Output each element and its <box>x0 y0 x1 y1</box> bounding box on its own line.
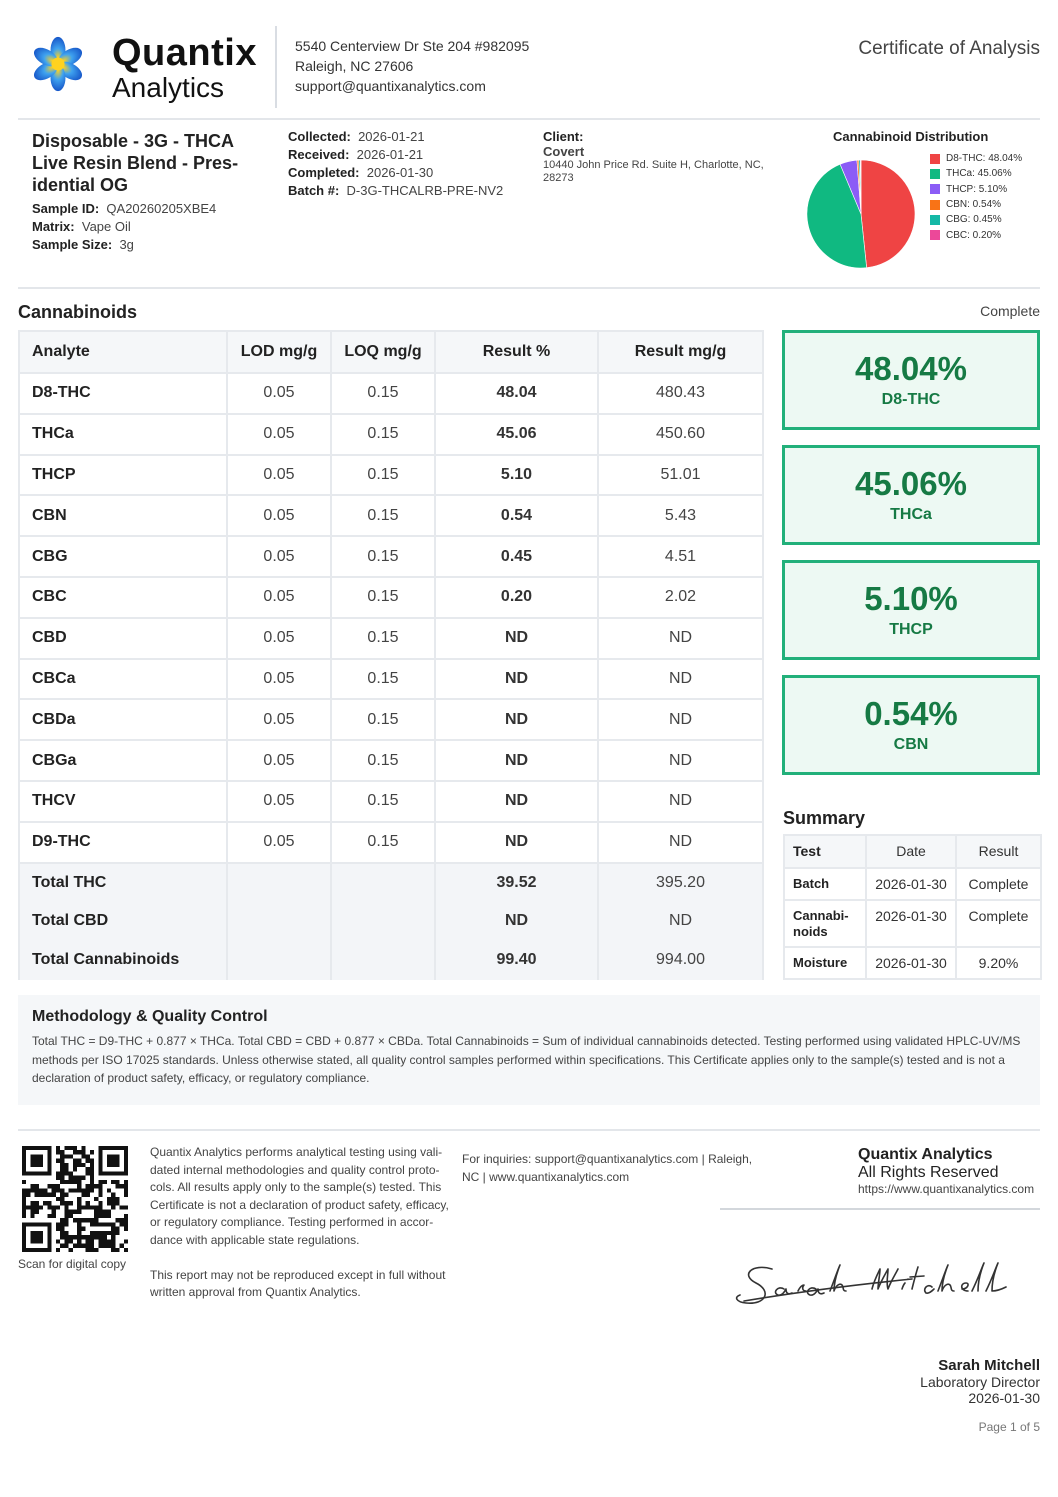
matrix-label: Matrix: <box>32 219 75 234</box>
header <box>18 26 1040 110</box>
logo-subtitle: Analytics <box>112 72 225 103</box>
lod-value: 0.05 <box>227 577 331 618</box>
column-header: Analyte <box>19 331 227 373</box>
highlight-card <box>782 445 1040 545</box>
highlight-name: THCP <box>889 621 933 638</box>
company-name: Quantix Analytics <box>858 1146 993 1163</box>
result-mg: 450.60 <box>598 414 763 455</box>
highlight-card <box>782 560 1040 660</box>
table-row <box>784 900 1041 947</box>
pie-slice <box>861 160 915 268</box>
loq-value: 0.15 <box>331 781 435 822</box>
legend-swatch <box>930 184 940 194</box>
disclaimer <box>150 1144 460 1302</box>
result-percent: 99.40 <box>435 941 598 980</box>
qr-code-icon[interactable] <box>22 1146 128 1252</box>
summary-table <box>783 834 1042 980</box>
table-row <box>19 495 763 536</box>
sample-id-label: Sample ID: <box>32 201 100 216</box>
sample-size-value: 3g <box>119 237 134 252</box>
analyte-name: CBCa <box>19 659 227 700</box>
legend-item <box>930 182 1022 197</box>
result-percent: 45.06 <box>435 414 598 455</box>
batch-label: Batch #: <box>288 183 340 198</box>
result-percent: ND <box>435 618 598 659</box>
result-mg: ND <box>598 781 763 822</box>
loq-value: 0.15 <box>331 659 435 700</box>
loq-value: 0.15 <box>331 577 435 618</box>
table-row <box>19 740 763 781</box>
legend-item <box>930 166 1022 181</box>
highlight-percent: 45.06% <box>855 465 967 502</box>
cannabinoid-pie-chart <box>805 158 917 270</box>
summary-test: Cannabi- noids <box>784 900 866 947</box>
summary-date: 2026-01-30 <box>866 868 956 900</box>
disclaimer-text: Quantix Analytics performs analytical testing using vali- dated internal methodologies and quality control proto- cols. All results apply only to the sample(s) tested. This Certificate is not a declaration of product safety, efficacy, or regulatory compliance. Testing performed in accor- dance with applicable state regulations. <box>150 1145 449 1247</box>
methodology-text: Total THC = D9-THC + 0.877 × THCa. Total CBD = CBD + 0.877 × CBDa. Total Cannabinoids = Sum of individual cannabinoids detected. Testing performed using validated HPLC-UV/MS methods per ISO 17025 standards. Unless otherwise stated, all quality control samples performed within specifications. This Certificate applies only to the sample(s) tested and is not a declaration of product safety, efficacy, or regulatory compliance. <box>32 1034 1021 1085</box>
flower-logo-icon <box>30 36 86 92</box>
highlight-name: THCa <box>890 506 932 523</box>
summary-test: Moisture <box>784 947 866 979</box>
handwritten-signature <box>732 1255 1032 1313</box>
result-percent: ND <box>435 659 598 700</box>
lod-value <box>227 941 331 980</box>
sample-name: Disposable - 3G - THCA Live Resin Blend - Pres- idential OG <box>32 131 239 195</box>
lod-value: 0.05 <box>227 455 331 496</box>
highlight-card <box>782 675 1040 775</box>
table-row <box>19 781 763 822</box>
lod-value <box>227 902 331 941</box>
highlight-percent: 5.10% <box>864 580 958 617</box>
sample-details <box>32 200 216 254</box>
collected-date: 2026-01-21 <box>358 129 425 144</box>
table-row <box>784 947 1041 979</box>
signer-title: Laboratory Director <box>920 1374 1040 1390</box>
legend-item <box>930 151 1022 166</box>
company-url-link[interactable]: https://www.quantixanalytics.com <box>858 1182 1035 1196</box>
result-percent: 0.45 <box>435 536 598 577</box>
analyte-name: D9-THC <box>19 822 227 863</box>
loq-value: 0.15 <box>331 618 435 659</box>
received-label: Received: <box>288 147 350 162</box>
highlight-card <box>782 330 1040 430</box>
analyte-name: THCP <box>19 455 227 496</box>
analyte-name: Total CBD <box>19 902 227 941</box>
lod-value: 0.05 <box>227 659 331 700</box>
total-row <box>19 902 763 941</box>
inquiries-text: For inquiries: support@quantixanalytics.com | Raleigh, NC | www.quantixanalytics.com <box>462 1152 753 1184</box>
column-header: LOQ mg/g <box>331 331 435 373</box>
result-mg: 5.43 <box>598 495 763 536</box>
completed-label: Completed: <box>288 165 360 180</box>
analyte-name: CBG <box>19 536 227 577</box>
loq-value: 0.15 <box>331 495 435 536</box>
result-percent: 48.04 <box>435 373 598 414</box>
table-header-row <box>784 835 1041 868</box>
table-row <box>19 455 763 496</box>
loq-value <box>331 863 435 902</box>
sample-dates <box>288 128 503 200</box>
lod-value: 0.05 <box>227 740 331 781</box>
summary-result: Complete <box>956 868 1041 900</box>
lod-value: 0.05 <box>227 495 331 536</box>
table-row <box>19 822 763 863</box>
signature-line <box>720 1208 1040 1210</box>
table-row <box>19 577 763 618</box>
divider <box>18 1129 1040 1131</box>
matrix-value: Vape Oil <box>81 219 131 234</box>
table-row <box>19 373 763 414</box>
loq-value: 0.15 <box>331 536 435 577</box>
loq-value: 0.15 <box>331 455 435 496</box>
result-percent: ND <box>435 781 598 822</box>
legend-label: CBC: 0.20% <box>946 229 1002 241</box>
summary-test: Batch <box>784 868 866 900</box>
summary-result: Complete <box>956 900 1041 947</box>
result-percent: ND <box>435 740 598 781</box>
summary-date: 2026-01-30 <box>866 900 956 947</box>
result-percent: 5.10 <box>435 455 598 496</box>
reproduction-notice: This report may not be reproduced except in full without written approval from Quantix Analytics. <box>150 1267 446 1300</box>
legend-swatch <box>930 154 940 164</box>
legend-swatch <box>930 200 940 210</box>
table-row <box>19 536 763 577</box>
legend-swatch <box>930 230 940 240</box>
lod-value: 0.05 <box>227 822 331 863</box>
result-mg: ND <box>598 659 763 700</box>
collected-label: Collected: <box>288 129 351 144</box>
loq-value <box>331 902 435 941</box>
address-line: Raleigh, NC 27606 <box>295 58 414 74</box>
legend-label: D8-THC: 48.04% <box>946 153 1023 165</box>
table-row <box>19 618 763 659</box>
loq-value: 0.15 <box>331 414 435 455</box>
loq-value <box>331 941 435 980</box>
column-header: Date <box>866 835 956 868</box>
analyte-name: THCa <box>19 414 227 455</box>
column-header: Test <box>784 835 866 868</box>
legend-swatch <box>930 215 940 225</box>
analyte-name: CBDa <box>19 699 227 740</box>
analyte-name: CBC <box>19 577 227 618</box>
methodology-section <box>18 995 1040 1105</box>
client-name: Covert <box>543 144 585 159</box>
analyte-name: Total Cannabinoids <box>19 941 227 980</box>
result-mg: 480.43 <box>598 373 763 414</box>
divider <box>18 118 1040 120</box>
legend-label: CBN: 0.54% <box>946 199 1002 211</box>
address-line: 5540 Centerview Dr Ste 204 #982095 <box>295 38 530 54</box>
footer-company <box>858 1146 1040 1196</box>
legend-item <box>930 227 1022 242</box>
lod-value: 0.05 <box>227 781 331 822</box>
legend-label: THCP: 5.10% <box>946 183 1008 195</box>
legend-swatch <box>930 169 940 179</box>
legend-label: THCa: 45.06% <box>946 168 1012 180</box>
result-mg: 2.02 <box>598 577 763 618</box>
analyte-name: Total THC <box>19 863 227 902</box>
rights-text: All Rights Reserved <box>858 1164 999 1181</box>
client-label: Client: <box>543 129 584 144</box>
column-header: Result <box>956 835 1041 868</box>
sample-id: QA20260205XBE4 <box>106 201 217 216</box>
client-address: 10440 John Price Rd. Suite H, Charlotte, NC, 28273 <box>543 159 764 184</box>
summary-result: 9.20% <box>956 947 1041 979</box>
cannabinoids-title: Cannabinoids <box>18 302 138 322</box>
result-percent: 39.52 <box>435 863 598 902</box>
highlight-percent: 48.04% <box>855 350 967 387</box>
loq-value: 0.15 <box>331 822 435 863</box>
column-header: Result mg/g <box>598 331 763 373</box>
result-mg: 994.00 <box>598 941 763 980</box>
table-header-row <box>19 331 763 373</box>
summary-title: Summary <box>783 808 866 828</box>
table-row <box>784 868 1041 900</box>
highlight-name: CBN <box>893 736 929 753</box>
lod-value: 0.05 <box>227 618 331 659</box>
lod-value: 0.05 <box>227 414 331 455</box>
completed-date: 2026-01-30 <box>366 165 434 180</box>
sign-date: 2026-01-30 <box>968 1390 1040 1406</box>
document-title: Certificate of Analysis <box>858 38 1040 59</box>
legend-label: CBG: 0.45% <box>946 214 1002 226</box>
support-email-link[interactable]: support@quantixanalytics.com <box>295 78 486 94</box>
result-percent: ND <box>435 822 598 863</box>
analyte-name: CBGa <box>19 740 227 781</box>
table-row <box>19 659 763 700</box>
received-date: 2026-01-21 <box>356 147 424 162</box>
signer-name: Sarah Mitchell <box>938 1357 1040 1374</box>
lod-value: 0.05 <box>227 536 331 577</box>
column-header: Result % <box>435 331 598 373</box>
result-mg: ND <box>598 822 763 863</box>
summary-date: 2026-01-30 <box>866 947 956 979</box>
cannabinoids-table <box>18 330 764 980</box>
header-divider <box>275 26 277 108</box>
highlight-name: D8-THC <box>881 391 941 408</box>
analyte-name: THCV <box>19 781 227 822</box>
lod-value: 0.05 <box>227 699 331 740</box>
signer-block <box>920 1357 1040 1406</box>
sample-size-label: Sample Size: <box>32 237 113 252</box>
batch-number: D-3G-THCALRB-PRE-NV2 <box>346 183 504 198</box>
divider <box>18 287 1040 289</box>
result-percent: 0.54 <box>435 495 598 536</box>
loq-value: 0.15 <box>331 740 435 781</box>
result-percent: ND <box>435 902 598 941</box>
total-row <box>19 863 763 902</box>
lod-value <box>227 863 331 902</box>
legend-item <box>930 197 1022 212</box>
lod-value: 0.05 <box>227 373 331 414</box>
column-header: LOD mg/g <box>227 331 331 373</box>
result-mg: 51.01 <box>598 455 763 496</box>
result-mg: ND <box>598 902 763 941</box>
page-number: Page 1 of 5 <box>978 1420 1040 1434</box>
result-percent: ND <box>435 699 598 740</box>
table-row <box>19 414 763 455</box>
loq-value: 0.15 <box>331 699 435 740</box>
logo-name: Quantix <box>112 32 257 74</box>
result-mg: ND <box>598 618 763 659</box>
client-info <box>543 129 783 185</box>
loq-value: 0.15 <box>331 373 435 414</box>
cannabinoids-status: Complete <box>980 303 1040 319</box>
table-row <box>19 699 763 740</box>
chart-legend <box>930 151 1022 243</box>
total-row <box>19 941 763 980</box>
analyte-name: CBD <box>19 618 227 659</box>
methodology-title: Methodology & Quality Control <box>32 1008 268 1025</box>
result-percent: 0.20 <box>435 577 598 618</box>
result-mg: ND <box>598 699 763 740</box>
qr-caption: Scan for digital copy <box>18 1257 127 1271</box>
legend-item <box>930 212 1022 227</box>
chart-title: Cannabinoid Distribution <box>833 129 989 144</box>
result-mg: 4.51 <box>598 536 763 577</box>
result-mg: ND <box>598 740 763 781</box>
analyte-name: D8-THC <box>19 373 227 414</box>
analyte-name: CBN <box>19 495 227 536</box>
result-mg: 395.20 <box>598 863 763 902</box>
highlight-percent: 0.54% <box>864 695 958 732</box>
lab-address <box>295 36 529 96</box>
